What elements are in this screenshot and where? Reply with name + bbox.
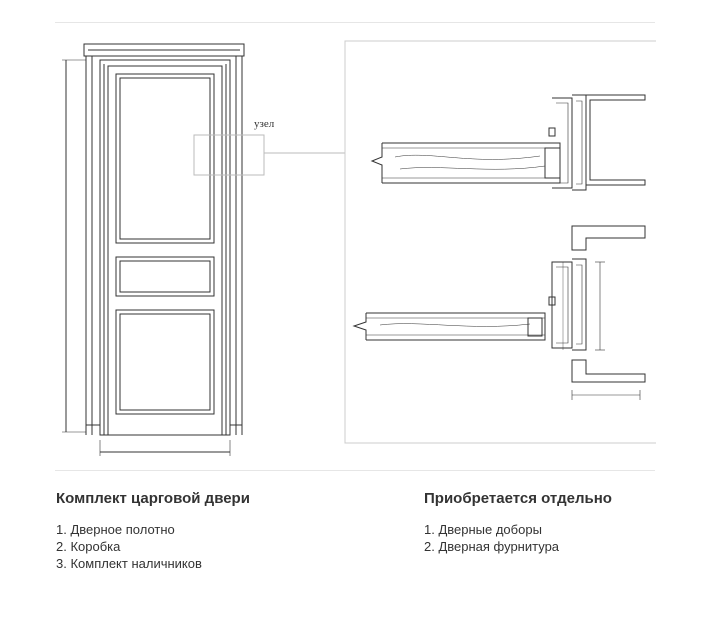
door-illustration	[62, 44, 244, 456]
separate-title: Приобретается отдельно	[424, 490, 612, 507]
separate-list	[424, 521, 612, 555]
section-top	[372, 95, 645, 190]
list-item: 1. Дверные доборы	[424, 522, 542, 537]
bottom-divider	[55, 470, 655, 471]
list-item: 2. Коробка	[56, 539, 121, 554]
list-item: 1. Дверное полотно	[56, 522, 175, 537]
kit-title: Комплект царговой двери	[56, 490, 250, 507]
list-item: 3. Комплект наличников	[56, 556, 202, 571]
separate-section	[424, 490, 612, 555]
node-callout	[194, 135, 345, 175]
kit-list	[56, 521, 250, 572]
node-label: узел	[254, 118, 275, 130]
list-item: 2. Дверная фурнитура	[424, 539, 560, 554]
section-bottom	[354, 226, 645, 400]
kit-section	[56, 490, 250, 572]
